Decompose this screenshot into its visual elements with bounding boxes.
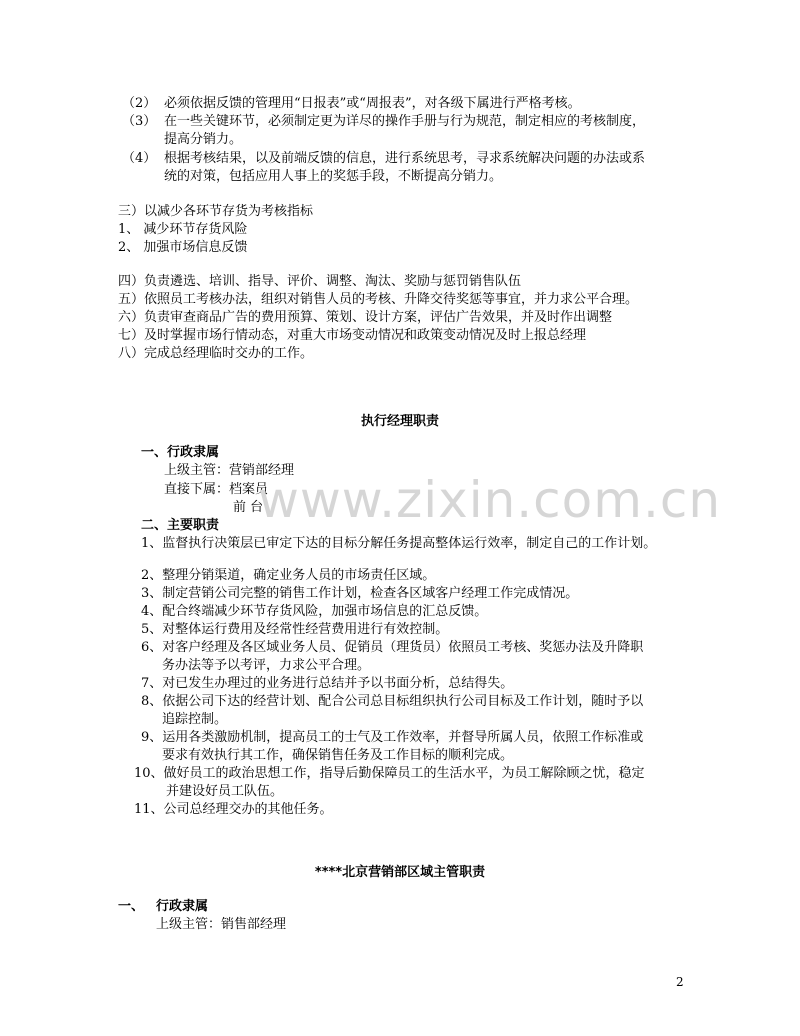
- section-3-item-1: 1、 减少环节存货风险: [118, 222, 248, 237]
- section-3-item-2: 2、 加强市场信息反馈: [118, 240, 248, 255]
- exec-main-heading: 二、主要职责: [141, 518, 220, 533]
- exec-duty-7: 7、对已发生办理过的业务进行总结并予以书面分析，总结得失。: [141, 676, 514, 691]
- duty-6: 六）负责审查商品广告的费用预算、策划、设计方案，评估广告效果，并及时作出调整: [118, 310, 613, 325]
- exec-duty-10-line2: 并建设好员工队伍。: [166, 784, 284, 799]
- exec-manager-title: 执行经理职责: [360, 414, 439, 429]
- beijing-superior: 上级主管：销售部经理: [156, 917, 287, 932]
- exec-duty-6-line2: 务办法等予以考评，力求公平合理。: [162, 658, 371, 673]
- item-2-text: 必须依据反馈的管理用“日报表”或“周报表”，对各级下属进行严格考核。: [164, 96, 581, 111]
- exec-duty-8-line2: 追踪控制。: [162, 712, 228, 727]
- item-3-text-line2: 提高分销力。: [164, 132, 243, 147]
- duty-7: 七）及时掌握市场行情动态，对重大市场变动情况和政策变动情况及时上报总经理: [118, 328, 587, 343]
- exec-subordinate-2: 前 台: [233, 500, 264, 515]
- exec-duty-10-line1: 10、做好员工的政治思想工作，指导后勤保障员工的生活水平，为员工解除顾之忧，稳定: [134, 766, 645, 781]
- exec-superior: 上级主管：营销部经理: [164, 463, 295, 478]
- exec-subordinate-1: 直接下属：档案员: [164, 482, 269, 497]
- exec-duty-2: 2、整理分销渠道，确定业务人员的市场责任区域。: [141, 568, 436, 583]
- exec-duty-1: 1、监督执行决策层已审定下达的目标分解任务提高整体运行效率，制定自己的工作计划。: [141, 536, 657, 551]
- exec-duty-9-line1: 9、运用各类激励机制，提高员工的士气及工作效率，并督导所属人员，依照工作标准或: [141, 730, 644, 745]
- item-3-num: （3）: [122, 114, 157, 129]
- beijing-admin-num: 一、: [118, 899, 145, 914]
- exec-duty-8-line1: 8、依据公司下达的经营计划、配合公司总目标组织执行公司目标及工作计划，随时予以: [141, 694, 644, 709]
- exec-duty-9-line2: 要求有效执行其工作，确保销售任务及工作目标的顺利完成。: [162, 748, 514, 763]
- exec-duty-3: 3、制定营销公司完整的销售工作计划，检查各区域客户经理工作完成情况。: [141, 586, 579, 601]
- section-3-heading: 三）以减少各环节存货为考核指标: [118, 204, 314, 219]
- watermark: www.zixin.com.cn: [258, 471, 722, 529]
- exec-duty-6-line1: 6、对客户经理及各区域业务人员、促销员（理货员）依照员工考核、奖惩办法及升降职: [141, 640, 644, 655]
- exec-duty-11: 11、公司总经理交办的其他任务。: [134, 802, 333, 817]
- duty-4: 四）负责遴选、培训、指导、评价、调整、淘汰、奖励与惩罚销售队伍: [118, 274, 522, 289]
- duty-5: 五）依照员工考核办法，组织对销售人员的考核、升降交待奖惩等事宜，并力求公平合理。: [118, 292, 639, 307]
- item-4-text-line2: 统的对策，包括应用人事上的奖惩手段，不断提高分销力。: [164, 169, 503, 184]
- item-4-num: （4）: [122, 151, 157, 166]
- item-2-num: （2）: [122, 96, 157, 111]
- duty-8: 八）完成总经理临时交办的工作。: [118, 346, 314, 361]
- beijing-title: ****北京营销部区域主管职责: [314, 865, 486, 880]
- exec-duty-4: 4、配合终端减少环节存货风险，加强市场信息的汇总反馈。: [141, 604, 488, 619]
- item-4-text-line1: 根据考核结果，以及前端反馈的信息，进行系统思考，寻求系统解决问题的办法或系: [164, 151, 646, 166]
- page-number: 2: [676, 975, 684, 989]
- beijing-admin-label: 行政隶属: [156, 899, 209, 914]
- exec-duty-5: 5、对整体运行费用及经常性经营费用进行有效控制。: [141, 622, 449, 637]
- exec-admin-heading: 一、行政隶属: [141, 445, 220, 460]
- item-3-text-line1: 在一些关键环节，必须制定更为详尽的操作手册与行为规范，制定相应的考核制度，: [164, 114, 646, 129]
